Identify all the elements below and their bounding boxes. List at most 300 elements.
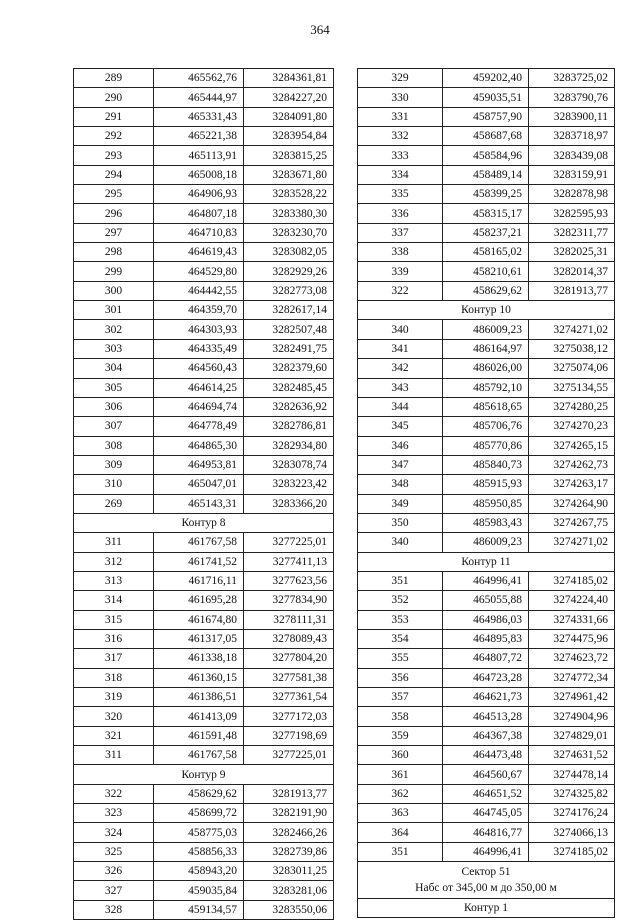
y-coordinate-cell: 3283815,25	[244, 146, 334, 165]
x-coordinate-cell: 464865,30	[154, 436, 244, 455]
table-row	[74, 610, 334, 629]
table-row	[358, 281, 615, 300]
y-coordinate-cell: 3283790,76	[529, 88, 615, 107]
y-coordinate-cell: 3283159,91	[529, 165, 615, 184]
x-coordinate-cell: 459134,57	[154, 900, 244, 919]
table-row	[358, 88, 615, 107]
y-coordinate-cell: 3277361,54	[244, 688, 334, 707]
point-number-cell: 308	[74, 436, 154, 455]
x-coordinate-cell: 464723,28	[443, 668, 529, 687]
y-coordinate-cell: 3283223,42	[244, 475, 334, 494]
point-number-cell: 296	[74, 204, 154, 223]
point-number-cell: 307	[74, 417, 154, 436]
table-row	[358, 513, 615, 532]
y-coordinate-cell: 3275074,06	[529, 359, 615, 378]
contour-header-row	[358, 552, 615, 571]
x-coordinate-cell: 458629,62	[154, 784, 244, 803]
x-coordinate-cell: 464986,03	[443, 610, 529, 629]
x-coordinate-cell: 458687,68	[443, 127, 529, 146]
table-row	[74, 842, 334, 861]
point-number-cell: 320	[74, 707, 154, 726]
y-coordinate-cell: 3282878,98	[529, 185, 615, 204]
x-coordinate-cell: 461767,58	[154, 746, 244, 765]
x-coordinate-cell: 464473,48	[443, 746, 529, 765]
x-coordinate-cell: 485770,86	[443, 436, 529, 455]
x-coordinate-cell: 464807,18	[154, 204, 244, 223]
table-row	[74, 185, 334, 204]
y-coordinate-cell: 3283900,11	[529, 107, 615, 126]
y-coordinate-cell: 3283954,84	[244, 127, 334, 146]
table-row	[74, 552, 334, 571]
point-number-cell: 312	[74, 552, 154, 571]
table-row	[74, 301, 334, 320]
point-number-cell: 302	[74, 320, 154, 339]
point-number-cell: 310	[74, 475, 154, 494]
table-row	[74, 862, 334, 881]
y-coordinate-cell: 3274185,02	[529, 571, 615, 590]
contour-header-row	[358, 301, 615, 320]
table-row	[74, 494, 334, 513]
y-coordinate-cell: 3274262,73	[529, 455, 615, 474]
table-row	[358, 610, 615, 629]
x-coordinate-cell: 486009,23	[443, 533, 529, 552]
table-row	[74, 436, 334, 455]
table-row	[358, 146, 615, 165]
table-row	[74, 204, 334, 223]
x-coordinate-cell: 458399,25	[443, 185, 529, 204]
table-row	[358, 185, 615, 204]
point-number-cell: 304	[74, 359, 154, 378]
y-coordinate-cell: 3274176,24	[529, 804, 615, 823]
table-row	[358, 591, 615, 610]
x-coordinate-cell: 464560,67	[443, 765, 529, 784]
page-number: 364	[310, 22, 330, 37]
contour-header: Контур 8	[74, 513, 334, 532]
y-coordinate-cell: 3283718,97	[529, 127, 615, 146]
y-coordinate-cell: 3278089,43	[244, 629, 334, 648]
table-row	[358, 320, 615, 339]
point-number-cell: 340	[358, 320, 443, 339]
point-number-cell: 303	[74, 339, 154, 358]
x-coordinate-cell: 464651,52	[443, 784, 529, 803]
x-coordinate-cell: 486164,97	[443, 339, 529, 358]
point-number-cell: 342	[358, 359, 443, 378]
point-number-cell: 336	[358, 204, 443, 223]
x-coordinate-cell: 485840,73	[443, 455, 529, 474]
y-coordinate-cell: 3283550,06	[244, 900, 334, 919]
x-coordinate-cell: 464614,25	[154, 378, 244, 397]
table-row	[358, 223, 615, 242]
table-row	[358, 69, 615, 88]
point-number-cell: 338	[358, 243, 443, 262]
point-number-cell: 330	[358, 88, 443, 107]
x-coordinate-cell: 464906,93	[154, 185, 244, 204]
table-row	[74, 146, 334, 165]
point-number-cell: 318	[74, 668, 154, 687]
point-number-cell: 343	[358, 378, 443, 397]
y-coordinate-cell: 3277411,13	[244, 552, 334, 571]
point-number-cell: 328	[74, 900, 154, 919]
y-coordinate-cell: 3277623,56	[244, 571, 334, 590]
y-coordinate-cell: 3274478,14	[529, 765, 615, 784]
y-coordinate-cell: 3282311,77	[529, 223, 615, 242]
y-coordinate-cell: 3282617,14	[244, 301, 334, 320]
x-coordinate-cell: 465047,01	[154, 475, 244, 494]
point-number-cell: 321	[74, 726, 154, 745]
y-coordinate-cell: 3277225,01	[244, 746, 334, 765]
table-row	[74, 397, 334, 416]
table-row	[74, 804, 334, 823]
table-row	[74, 359, 334, 378]
x-coordinate-cell: 458489,14	[443, 165, 529, 184]
contour-header: Контур 11	[358, 552, 615, 571]
point-number-cell: 333	[358, 146, 443, 165]
table-row	[74, 127, 334, 146]
y-coordinate-cell: 3283082,05	[244, 243, 334, 262]
table-row	[74, 629, 334, 648]
table-row	[74, 668, 334, 687]
table-row	[358, 649, 615, 668]
point-number-cell: 309	[74, 455, 154, 474]
y-coordinate-cell: 3274264,90	[529, 494, 615, 513]
y-coordinate-cell: 3274265,15	[529, 436, 615, 455]
table-row	[358, 107, 615, 126]
x-coordinate-cell: 461338,18	[154, 649, 244, 668]
y-coordinate-cell: 3282014,37	[529, 262, 615, 281]
table-row	[358, 243, 615, 262]
x-coordinate-cell: 464778,49	[154, 417, 244, 436]
table-row	[74, 707, 334, 726]
point-number-cell: 299	[74, 262, 154, 281]
y-coordinate-cell: 3282929,26	[244, 262, 334, 281]
x-coordinate-cell: 464745,05	[443, 804, 529, 823]
point-number-cell: 356	[358, 668, 443, 687]
y-coordinate-cell: 3274904,96	[529, 707, 615, 726]
point-number-cell: 290	[74, 88, 154, 107]
table-row	[74, 223, 334, 242]
x-coordinate-cell: 465113,91	[154, 146, 244, 165]
table-row	[358, 165, 615, 184]
x-coordinate-cell: 458315,17	[443, 204, 529, 223]
point-number-cell: 289	[74, 69, 154, 88]
table-row	[74, 88, 334, 107]
point-number-cell: 325	[74, 842, 154, 861]
y-coordinate-cell: 3274623,72	[529, 649, 615, 668]
y-coordinate-cell: 3277804,20	[244, 649, 334, 668]
x-coordinate-cell: 458699,72	[154, 804, 244, 823]
point-number-cell: 292	[74, 127, 154, 146]
y-coordinate-cell: 3282636,92	[244, 397, 334, 416]
point-number-cell: 346	[358, 436, 443, 455]
y-coordinate-cell: 3282507,48	[244, 320, 334, 339]
point-number-cell: 345	[358, 417, 443, 436]
table-row	[74, 320, 334, 339]
point-number-cell: 347	[358, 455, 443, 474]
y-coordinate-cell: 3274263,17	[529, 475, 615, 494]
table-row	[358, 823, 615, 842]
point-number-cell: 351	[358, 842, 443, 861]
x-coordinate-cell: 458210,61	[443, 262, 529, 281]
point-number-cell: 361	[358, 765, 443, 784]
x-coordinate-cell: 461695,28	[154, 591, 244, 610]
x-coordinate-cell: 486026,00	[443, 359, 529, 378]
table-row	[358, 127, 615, 146]
y-coordinate-cell: 3283528,22	[244, 185, 334, 204]
y-coordinate-cell: 3283366,20	[244, 494, 334, 513]
table-row	[74, 107, 334, 126]
y-coordinate-cell: 3277198,69	[244, 726, 334, 745]
point-number-cell: 322	[358, 281, 443, 300]
point-number-cell: 337	[358, 223, 443, 242]
point-number-cell: 340	[358, 533, 443, 552]
y-coordinate-cell: 3275134,55	[529, 378, 615, 397]
point-number-cell: 323	[74, 804, 154, 823]
y-coordinate-cell: 3283281,06	[244, 881, 334, 900]
x-coordinate-cell: 461716,11	[154, 571, 244, 590]
y-coordinate-cell: 3274185,02	[529, 842, 615, 861]
y-coordinate-cell: 3282491,75	[244, 339, 334, 358]
table-row	[74, 455, 334, 474]
y-coordinate-cell: 3274271,02	[529, 320, 615, 339]
table-row	[358, 204, 615, 223]
table-row	[74, 688, 334, 707]
point-number-cell: 352	[358, 591, 443, 610]
table-row	[74, 784, 334, 803]
x-coordinate-cell: 464335,49	[154, 339, 244, 358]
x-coordinate-cell: 485706,76	[443, 417, 529, 436]
x-coordinate-cell: 458629,62	[443, 281, 529, 300]
x-coordinate-cell: 464619,43	[154, 243, 244, 262]
y-coordinate-cell: 3283078,74	[244, 455, 334, 474]
coordinates-table-left	[73, 68, 334, 920]
point-number-cell: 341	[358, 339, 443, 358]
y-coordinate-cell: 3274325,82	[529, 784, 615, 803]
x-coordinate-cell: 486009,23	[443, 320, 529, 339]
y-coordinate-cell: 3277834,90	[244, 591, 334, 610]
x-coordinate-cell: 458775,03	[154, 823, 244, 842]
table-row	[74, 378, 334, 397]
table-row	[74, 281, 334, 300]
point-number-cell: 327	[74, 881, 154, 900]
point-number-cell: 311	[74, 533, 154, 552]
table-row	[358, 397, 615, 416]
y-coordinate-cell: 3283725,02	[529, 69, 615, 88]
table-row	[74, 900, 334, 919]
x-coordinate-cell: 464513,28	[443, 707, 529, 726]
y-coordinate-cell: 3274280,25	[529, 397, 615, 416]
y-coordinate-cell: 3284091,80	[244, 107, 334, 126]
x-coordinate-cell: 464953,81	[154, 455, 244, 474]
y-coordinate-cell: 3282739,86	[244, 842, 334, 861]
y-coordinate-cell: 3284227,20	[244, 88, 334, 107]
sector-title: Сектор 51	[461, 866, 511, 879]
point-number-cell: 332	[358, 127, 443, 146]
point-number-cell: 322	[74, 784, 154, 803]
contour-header: Контур 10	[358, 301, 615, 320]
point-number-cell: 324	[74, 823, 154, 842]
point-number-cell: 319	[74, 688, 154, 707]
point-number-cell: 297	[74, 223, 154, 242]
point-number-cell: 348	[358, 475, 443, 494]
point-number-cell: 295	[74, 185, 154, 204]
y-coordinate-cell: 3282379,60	[244, 359, 334, 378]
point-number-cell: 331	[358, 107, 443, 126]
x-coordinate-cell: 464359,70	[154, 301, 244, 320]
x-coordinate-cell: 461591,48	[154, 726, 244, 745]
table-row	[358, 784, 615, 803]
y-coordinate-cell: 3277581,38	[244, 668, 334, 687]
point-number-cell: 298	[74, 243, 154, 262]
x-coordinate-cell: 465562,76	[154, 69, 244, 88]
table-row	[358, 726, 615, 745]
point-number-cell: 269	[74, 494, 154, 513]
x-coordinate-cell: 465331,43	[154, 107, 244, 126]
table-row	[74, 262, 334, 281]
x-coordinate-cell: 461360,15	[154, 668, 244, 687]
x-coordinate-cell: 485983,43	[443, 513, 529, 532]
table-row	[358, 455, 615, 474]
sector-header-row	[358, 862, 615, 899]
sector-header	[358, 862, 615, 899]
table-row	[74, 417, 334, 436]
y-coordinate-cell: 3282025,31	[529, 243, 615, 262]
x-coordinate-cell: 464621,73	[443, 688, 529, 707]
x-coordinate-cell: 464560,43	[154, 359, 244, 378]
point-number-cell: 358	[358, 707, 443, 726]
x-coordinate-cell: 464996,41	[443, 842, 529, 861]
point-number-cell: 305	[74, 378, 154, 397]
x-coordinate-cell: 464710,83	[154, 223, 244, 242]
point-number-cell: 306	[74, 397, 154, 416]
table-row	[74, 726, 334, 745]
y-coordinate-cell: 3274267,75	[529, 513, 615, 532]
table-row	[74, 533, 334, 552]
table-row	[358, 378, 615, 397]
y-coordinate-cell: 3282191,90	[244, 804, 334, 823]
table-row	[358, 765, 615, 784]
table-row	[358, 571, 615, 590]
x-coordinate-cell: 461386,51	[154, 688, 244, 707]
table-row	[74, 823, 334, 842]
point-number-cell: 351	[358, 571, 443, 590]
x-coordinate-cell: 464807,72	[443, 649, 529, 668]
y-coordinate-cell: 3274066,13	[529, 823, 615, 842]
table-row	[74, 165, 334, 184]
x-coordinate-cell: 464816,77	[443, 823, 529, 842]
y-coordinate-cell: 3278111,31	[244, 610, 334, 629]
point-number-cell: 355	[358, 649, 443, 668]
table-row	[358, 688, 615, 707]
y-coordinate-cell: 3284361,81	[244, 69, 334, 88]
table-row	[358, 475, 615, 494]
table-row	[74, 69, 334, 88]
table-row	[358, 804, 615, 823]
point-number-cell: 350	[358, 513, 443, 532]
x-coordinate-cell: 485618,65	[443, 397, 529, 416]
point-number-cell: 291	[74, 107, 154, 126]
point-number-cell: 349	[358, 494, 443, 513]
x-coordinate-cell: 458856,33	[154, 842, 244, 861]
point-number-cell: 301	[74, 301, 154, 320]
table-row	[74, 591, 334, 610]
point-number-cell: 294	[74, 165, 154, 184]
y-coordinate-cell: 3277172,03	[244, 707, 334, 726]
table-row	[358, 668, 615, 687]
x-coordinate-cell: 459035,84	[154, 881, 244, 900]
x-coordinate-cell: 458237,21	[443, 223, 529, 242]
y-coordinate-cell: 3282466,26	[244, 823, 334, 842]
x-coordinate-cell: 465008,18	[154, 165, 244, 184]
y-coordinate-cell: 3282934,80	[244, 436, 334, 455]
point-number-cell: 357	[358, 688, 443, 707]
contour-header-row	[74, 513, 334, 532]
contour-header: Контур 1	[358, 899, 615, 918]
x-coordinate-cell: 464996,41	[443, 571, 529, 590]
table-row	[74, 746, 334, 765]
y-coordinate-cell: 3283011,25	[244, 862, 334, 881]
point-number-cell: 314	[74, 591, 154, 610]
y-coordinate-cell: 3283380,30	[244, 204, 334, 223]
y-coordinate-cell: 3274270,23	[529, 417, 615, 436]
x-coordinate-cell: 458165,02	[443, 243, 529, 262]
y-coordinate-cell: 3274224,40	[529, 591, 615, 610]
x-coordinate-cell: 465444,97	[154, 88, 244, 107]
y-coordinate-cell: 3275038,12	[529, 339, 615, 358]
point-number-cell: 300	[74, 281, 154, 300]
table-row	[358, 359, 615, 378]
x-coordinate-cell: 465143,31	[154, 494, 244, 513]
y-coordinate-cell: 3283671,80	[244, 165, 334, 184]
x-coordinate-cell: 461741,52	[154, 552, 244, 571]
table-row	[358, 417, 615, 436]
table-row	[74, 649, 334, 668]
x-coordinate-cell: 459202,40	[443, 69, 529, 88]
table-row	[74, 339, 334, 358]
point-number-cell: 293	[74, 146, 154, 165]
table-row	[358, 436, 615, 455]
point-number-cell: 326	[74, 862, 154, 881]
point-number-cell: 353	[358, 610, 443, 629]
table-row	[358, 533, 615, 552]
table-row	[358, 262, 615, 281]
table-row	[358, 707, 615, 726]
point-number-cell: 344	[358, 397, 443, 416]
y-coordinate-cell: 3274961,42	[529, 688, 615, 707]
point-number-cell: 334	[358, 165, 443, 184]
y-coordinate-cell: 3274331,66	[529, 610, 615, 629]
x-coordinate-cell: 465221,38	[154, 127, 244, 146]
point-number-cell: 317	[74, 649, 154, 668]
y-coordinate-cell: 3282485,45	[244, 378, 334, 397]
y-coordinate-cell: 3282595,93	[529, 204, 615, 223]
point-number-cell: 364	[358, 823, 443, 842]
table-row	[358, 339, 615, 358]
x-coordinate-cell: 464303,93	[154, 320, 244, 339]
x-coordinate-cell: 461674,80	[154, 610, 244, 629]
x-coordinate-cell: 458757,90	[443, 107, 529, 126]
sector-height-range: Набс от 345,00 м до 350,00 м	[415, 882, 557, 895]
table-row	[358, 494, 615, 513]
point-number-cell: 315	[74, 610, 154, 629]
point-number-cell: 335	[358, 185, 443, 204]
x-coordinate-cell: 461413,09	[154, 707, 244, 726]
contour-header: Контур 9	[74, 765, 334, 784]
point-number-cell: 354	[358, 629, 443, 648]
y-coordinate-cell: 3274829,01	[529, 726, 615, 745]
table-row	[74, 571, 334, 590]
y-coordinate-cell: 3281913,77	[244, 784, 334, 803]
table-row	[74, 475, 334, 494]
